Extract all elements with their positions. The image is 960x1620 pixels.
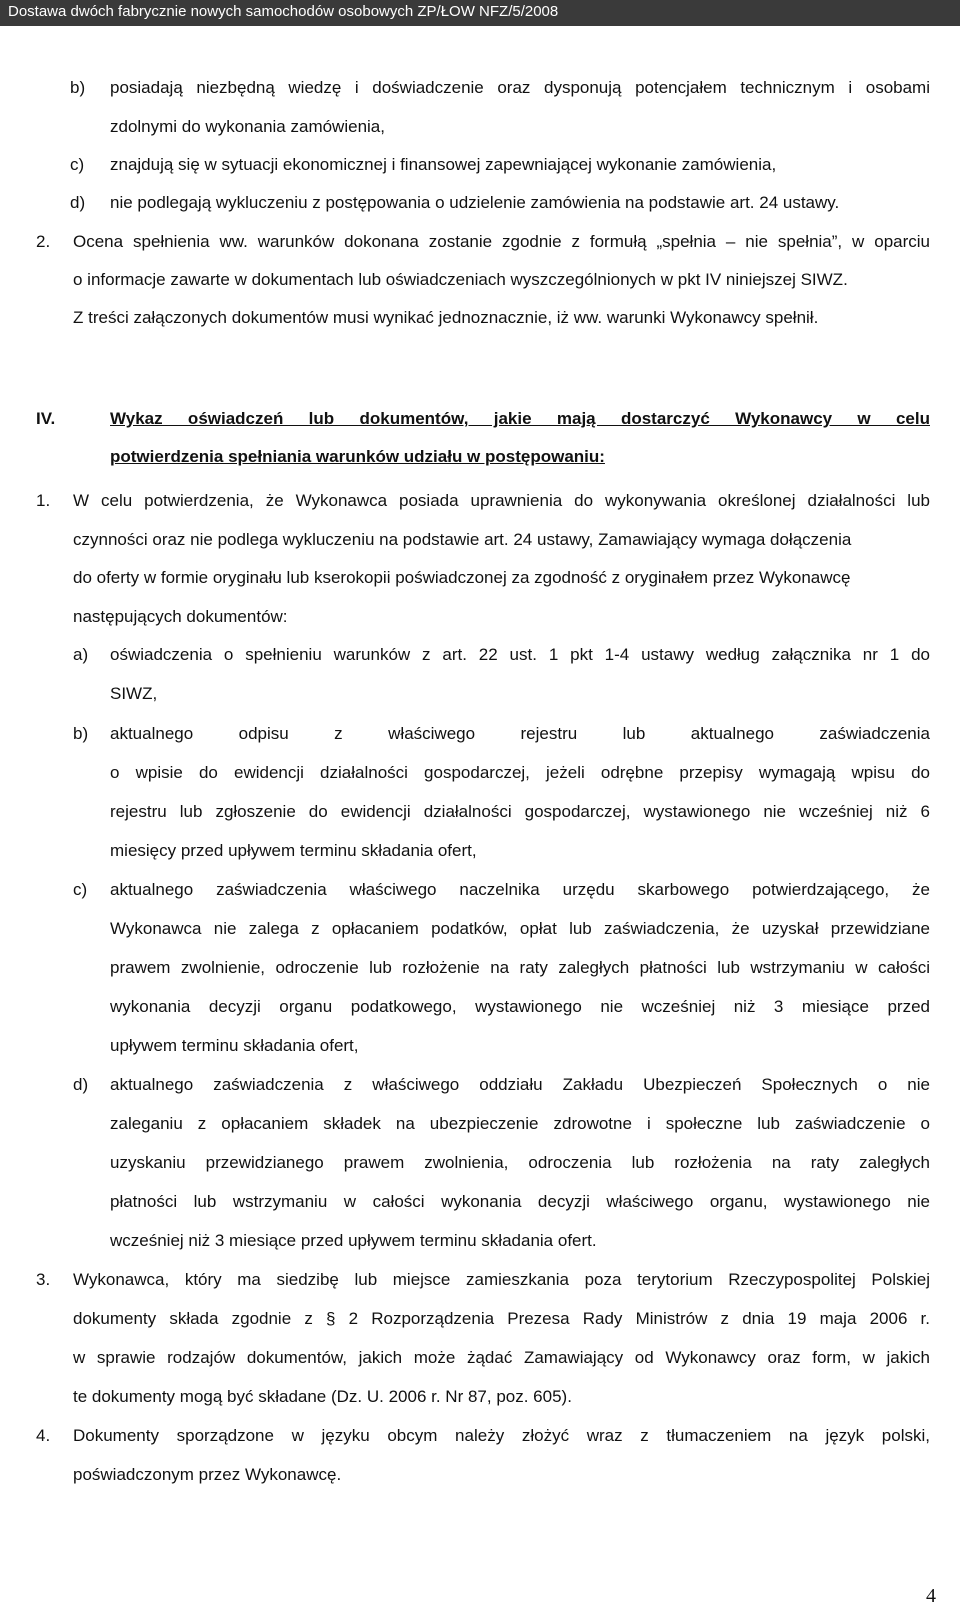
text-line: o wpisie do ewidencji działalności gospodarczej, jeżeli odrębne przepisy wymagają wpisu do bbox=[110, 763, 930, 782]
text-line: miesięcy przed upływem terminu składania ofert, bbox=[110, 841, 477, 860]
text-line: Ocena spełnienia ww. warunków dokonana zostanie zgodnie z formułą „spełnia – nie spełnia”, w oparciu bbox=[73, 232, 930, 251]
list-marker: d) bbox=[70, 193, 86, 212]
text-line: następujących dokumentów: bbox=[73, 607, 288, 626]
section-heading-line-1: Wykaz oświadczeń lub dokumentów, jakie mają dostarczyć Wykonawcy w celu bbox=[110, 409, 930, 428]
list-marker: 4. bbox=[36, 1426, 51, 1445]
list-marker: a) bbox=[73, 645, 89, 664]
text-line: aktualnego zaświadczenia z właściwego oddziału Zakładu Ubezpieczeń Społecznych o nie bbox=[110, 1075, 930, 1094]
text-line: Z treści załączonych dokumentów musi wynikać jednoznacznie, iż ww. warunki Wykonawcy spełnił. bbox=[73, 308, 819, 327]
text-line: aktualnego odpisu z właściwego rejestru lub aktualnego zaświadczenia bbox=[110, 724, 930, 743]
text-line: Wykonawca nie zalega z opłacaniem podatków, opłat lub zaświadczenia, że uzyskał przewidziane bbox=[110, 919, 930, 938]
text-line: zdolnymi do wykonania zamówienia, bbox=[110, 117, 385, 136]
text-line: te dokumenty mogą być składane (Dz. U. 2006 r. Nr 87, poz. 605). bbox=[73, 1387, 572, 1406]
list-marker: 2. bbox=[36, 232, 51, 251]
section-number: IV. bbox=[36, 409, 56, 428]
list-marker: 1. bbox=[36, 491, 51, 510]
text-line: upływem terminu składania ofert, bbox=[110, 1036, 359, 1055]
page-number: 4 bbox=[926, 1585, 936, 1607]
text-line: dokumenty składa zgodnie z § 2 Rozporządzenia Prezesa Rady Ministrów z dnia 19 maja 2006 r. bbox=[73, 1309, 930, 1328]
section-heading-line-2: potwierdzenia spełniania warunków udziału w postępowaniu: bbox=[110, 447, 605, 466]
text-line: W celu potwierdzenia, że Wykonawca posiada uprawnienia do wykonywania określonej działalności lub bbox=[73, 491, 930, 510]
text-line: wcześniej niż 3 miesiące przed upływem terminu składania ofert. bbox=[110, 1231, 597, 1250]
list-marker: c) bbox=[73, 880, 88, 899]
text-line: wykonania decyzji organu podatkowego, wystawionego nie wcześniej niż 3 miesiące przed bbox=[110, 997, 930, 1016]
text-line: zaleganiu z opłacaniem składek na ubezpieczenie zdrowotne i społeczne lub zaświadczenie o bbox=[110, 1114, 930, 1133]
text-line: czynności oraz nie podlega wykluczeniu na podstawie art. 24 ustawy, Zamawiający wymaga dołączenia bbox=[73, 530, 852, 549]
text-line: znajdują się w sytuacji ekonomicznej i finansowej zapewniającej wykonanie zamówienia, bbox=[110, 155, 777, 174]
text-line: nie podlegają wykluczeniu z postępowania o udzielenie zamówienia na podstawie art. 24 ustawy. bbox=[110, 193, 840, 212]
text-line: do oferty w formie oryginału lub kserokopii poświadczonej za zgodność z oryginałem przez Wykonawcę bbox=[73, 568, 851, 587]
text-line: poświadczonym przez Wykonawcę. bbox=[73, 1465, 342, 1484]
text-line: posiadają niezbędną wiedzę i doświadczenie oraz dysponują potencjałem technicznym i osobami bbox=[110, 78, 930, 97]
text-line: oświadczenia o spełnieniu warunków z art. 22 ust. 1 pkt 1-4 ustawy według załącznika nr 1 do bbox=[110, 645, 930, 664]
text-line: SIWZ, bbox=[110, 684, 158, 703]
text-line: płatności lub wstrzymaniu w całości wykonania decyzji właściwego organu, wystawionego nie bbox=[110, 1192, 930, 1211]
text-line: Wykonawca, który ma siedzibę lub miejsce zamieszkania poza terytorium Rzeczypospolitej Polskiej bbox=[73, 1270, 930, 1289]
list-marker: d) bbox=[73, 1075, 89, 1094]
text-line: uzyskaniu przewidzianego prawem zwolnienia, odroczenia lub rozłożenia na raty zaległych bbox=[110, 1153, 930, 1172]
document-header bbox=[0, 0, 960, 26]
text-line: Dokumenty sporządzone w języku obcym należy złożyć wraz z tłumaczeniem na język polski, bbox=[73, 1426, 930, 1445]
header-title: Dostawa dwóch fabrycznie nowych samochodów osobowych ZP/ŁOW NFZ/5/2008 bbox=[8, 3, 559, 20]
text-line: rejestru lub zgłoszenie do ewidencji działalności gospodarczej, wystawionego nie wcześniej niż 6 bbox=[110, 802, 930, 821]
list-marker: b) bbox=[73, 724, 89, 743]
list-marker: b) bbox=[70, 78, 86, 97]
list-marker: c) bbox=[70, 155, 85, 174]
list-marker: 3. bbox=[36, 1270, 51, 1289]
text-line: prawem zwolnienie, odroczenie lub rozłożenie na raty zaległych płatności lub wstrzymaniu w całości bbox=[110, 958, 930, 977]
text-line: w sprawie rodzajów dokumentów, jakich może żądać Zamawiający od Wykonawcy oraz form, w jakich bbox=[73, 1348, 930, 1367]
text-line: aktualnego zaświadczenia właściwego naczelnika urzędu skarbowego potwierdzającego, że bbox=[110, 880, 930, 899]
text-line: o informacje zawarte w dokumentach lub oświadczeniach wyszczególnionych w pkt IV niniejszej SIWZ. bbox=[73, 270, 848, 289]
